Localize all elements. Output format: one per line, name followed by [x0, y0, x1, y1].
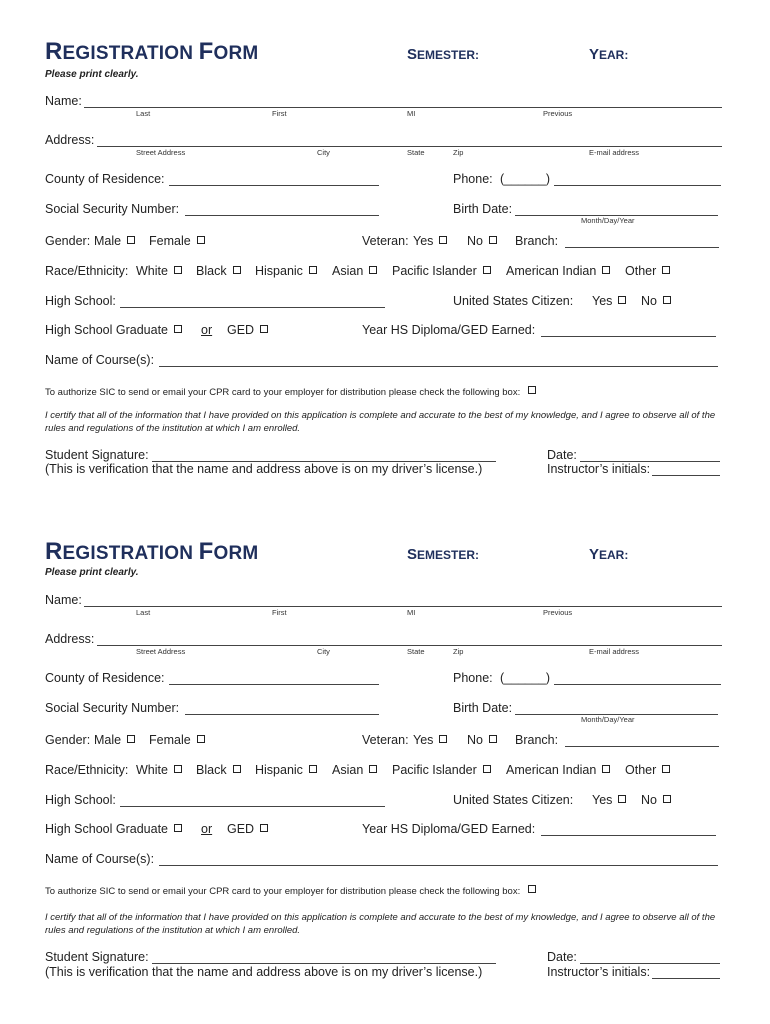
race-pacific-islander-checkbox[interactable]	[483, 266, 491, 274]
gender-female-option[interactable]: Female	[149, 234, 205, 248]
hs-graduate-checkbox[interactable]	[174, 325, 182, 333]
address-sub-street: Street Address	[136, 148, 186, 157]
ged-option[interactable]: GED	[227, 323, 268, 337]
ged-checkbox[interactable]	[260, 824, 268, 832]
semester-label: SEMESTER:	[407, 546, 480, 563]
name-sub-last: Last	[136, 608, 151, 617]
veteran-no-option[interactable]: No	[467, 234, 497, 248]
veteran-no-checkbox[interactable]	[489, 236, 497, 244]
citizen-yes-checkbox[interactable]	[618, 795, 626, 803]
name-sub-previous: Previous	[543, 608, 573, 617]
form-title: REGISTRATION FORM	[45, 38, 259, 65]
citizen-no-checkbox[interactable]	[663, 296, 671, 304]
race-pacific-islander-option[interactable]: Pacific Islander	[392, 763, 491, 777]
authorize-option[interactable]: To authorize SIC to send or email your CPR card to your employer for distribution please check the following box:	[45, 885, 536, 897]
phone-field[interactable]	[554, 173, 721, 186]
branch-label: Branch:	[515, 733, 559, 747]
race-black-option[interactable]: Black	[196, 264, 241, 278]
branch-field[interactable]	[565, 235, 719, 248]
veteran-label: Veteran:	[362, 733, 409, 747]
or-text: or	[201, 822, 213, 836]
name-sub-last: Last	[136, 109, 151, 118]
race-american-indian-option[interactable]: American Indian	[506, 763, 610, 777]
date-field[interactable]	[580, 449, 720, 462]
race-white-checkbox[interactable]	[174, 266, 182, 274]
name-sub-first: First	[272, 109, 287, 118]
gender-female-checkbox[interactable]	[197, 735, 205, 743]
form-title: REGISTRATION FORM	[45, 538, 259, 565]
form-subtitle: Please print clearly.	[45, 69, 139, 80]
ged-checkbox[interactable]	[260, 325, 268, 333]
phone-label: Phone:	[453, 172, 493, 186]
courses-label: Name of Course(s):	[45, 353, 155, 367]
address-sub-state: State	[407, 148, 425, 157]
high-school-label: High School:	[45, 294, 116, 308]
date-label: Date:	[547, 448, 577, 462]
race-hispanic-checkbox[interactable]	[309, 266, 317, 274]
instructor-initials-field[interactable]	[652, 966, 720, 979]
race-asian-checkbox[interactable]	[369, 765, 377, 773]
gender-male-checkbox[interactable]	[127, 236, 135, 244]
diploma-year-field[interactable]	[541, 823, 716, 836]
ssn-field[interactable]	[185, 203, 379, 216]
form-subtitle: Please print clearly.	[45, 567, 139, 578]
name-sub-first: First	[272, 608, 287, 617]
instructor-initials-field[interactable]	[652, 463, 720, 476]
signature-field[interactable]	[152, 951, 496, 964]
signature-label: Student Signature:	[45, 950, 149, 964]
diploma-year-label: Year HS Diploma/GED Earned:	[362, 323, 536, 337]
race-american-indian-option[interactable]: American Indian	[506, 264, 610, 278]
phone-label: Phone:	[453, 671, 493, 685]
veteran-yes-checkbox[interactable]	[439, 735, 447, 743]
birth-date-sub: Month/Day/Year	[581, 216, 635, 225]
race-black-option[interactable]: Black	[196, 763, 241, 777]
authorize-checkbox[interactable]	[528, 885, 536, 893]
citizen-no-option[interactable]: No	[641, 294, 671, 308]
veteran-yes-checkbox[interactable]	[439, 236, 447, 244]
courses-field[interactable]	[159, 354, 718, 367]
race-pacific-islander-checkbox[interactable]	[483, 765, 491, 773]
race-asian-checkbox[interactable]	[369, 266, 377, 274]
gender-label: Gender:	[45, 234, 91, 248]
gender-female-checkbox[interactable]	[197, 236, 205, 244]
phone-area-code[interactable]: (______)	[500, 172, 551, 186]
year-label: YEAR:	[589, 546, 629, 563]
birth-date-sub: Month/Day/Year	[581, 715, 635, 724]
ssn-field[interactable]	[185, 702, 379, 715]
address-sub-email: E-mail address	[589, 647, 640, 656]
certify-statement: I certify that all of the information that I have provided on this application is complete and accurate to the best of my knowledge, and I agree to observe all of the rules and regulations of the institution at which I am enrolled.	[45, 912, 716, 936]
race-american-indian-checkbox[interactable]	[602, 266, 610, 274]
address-label: Address:	[45, 133, 95, 147]
courses-field[interactable]	[159, 853, 718, 866]
semester-label: SEMESTER:	[407, 46, 480, 63]
race-white-checkbox[interactable]	[174, 765, 182, 773]
county-label: County of Residence:	[45, 172, 165, 186]
high-school-label: High School:	[45, 793, 116, 807]
ged-option[interactable]: GED	[227, 822, 268, 836]
race-black-checkbox[interactable]	[233, 765, 241, 773]
county-field[interactable]	[169, 173, 379, 186]
birth-date-field[interactable]	[515, 702, 718, 715]
citizen-no-checkbox[interactable]	[663, 795, 671, 803]
gender-female-option[interactable]: Female	[149, 733, 205, 747]
citizen-yes-option[interactable]: Yes	[592, 294, 626, 308]
race-asian-option[interactable]: Asian	[332, 264, 377, 278]
address-label: Address:	[45, 632, 95, 646]
county-label: County of Residence:	[45, 671, 165, 685]
registration-form-1	[0, 0, 770, 500]
authorize-option[interactable]: To authorize SIC to send or email your CPR card to your employer for distribution please check the following box:	[45, 386, 536, 398]
race-pacific-islander-option[interactable]: Pacific Islander	[392, 264, 491, 278]
race-white-option[interactable]: White	[136, 264, 182, 278]
phone-area-code[interactable]: (______)	[500, 671, 551, 685]
race-label: Race/Ethnicity:	[45, 264, 129, 278]
race-label: Race/Ethnicity:	[45, 763, 129, 777]
veteran-no-option[interactable]: No	[467, 733, 497, 747]
race-other-option[interactable]: Other	[625, 264, 670, 278]
branch-label: Branch:	[515, 234, 559, 248]
address-sub-city: City	[317, 148, 330, 157]
signature-field[interactable]	[152, 449, 496, 462]
name-sub-mi: MI	[407, 608, 416, 617]
gender-male-option[interactable]: Male	[94, 234, 135, 248]
branch-field[interactable]	[565, 734, 719, 747]
gender-label: Gender:	[45, 733, 91, 747]
address-sub-email: E-mail address	[589, 148, 640, 157]
address-sub-street: Street Address	[136, 647, 186, 656]
registration-form-2	[0, 500, 770, 1000]
race-other-checkbox[interactable]	[662, 266, 670, 274]
address-sub-zip: Zip	[453, 148, 464, 157]
address-field[interactable]	[97, 134, 722, 147]
veteran-yes-option[interactable]: Yes	[413, 733, 447, 747]
or-text: or	[201, 323, 213, 337]
ssn-label: Social Security Number:	[45, 701, 180, 715]
citizen-label: United States Citizen:	[453, 793, 574, 807]
address-sub-state: State	[407, 647, 425, 656]
name-sub-previous: Previous	[543, 109, 573, 118]
hs-graduate-option[interactable]: High School Graduate	[45, 822, 182, 836]
name-sub-mi: MI	[407, 109, 416, 118]
diploma-year-field[interactable]	[541, 324, 716, 337]
race-other-option[interactable]: Other	[625, 763, 670, 777]
name-label: Name:	[45, 593, 82, 607]
gender-male-checkbox[interactable]	[127, 735, 135, 743]
date-field[interactable]	[580, 951, 720, 964]
diploma-year-label: Year HS Diploma/GED Earned:	[362, 822, 536, 836]
high-school-field[interactable]	[120, 794, 385, 807]
birth-date-label: Birth Date:	[453, 202, 513, 216]
ssn-label: Social Security Number:	[45, 202, 180, 216]
verification-note: (This is verification that the name and address above is on my driver’s license.)	[45, 462, 483, 476]
citizen-yes-checkbox[interactable]	[618, 296, 626, 304]
address-sub-city: City	[317, 647, 330, 656]
name-label: Name:	[45, 94, 82, 108]
citizen-no-option[interactable]: No	[641, 793, 671, 807]
veteran-yes-option[interactable]: Yes	[413, 234, 447, 248]
gender-male-option[interactable]: Male	[94, 733, 135, 747]
race-hispanic-checkbox[interactable]	[309, 765, 317, 773]
race-asian-option[interactable]: Asian	[332, 763, 377, 777]
certify-statement: I certify that all of the information that I have provided on this application is complete and accurate to the best of my knowledge, and I agree to observe all of the rules and regulations of the institution at which I am enrolled.	[45, 410, 716, 434]
year-label: YEAR:	[589, 46, 629, 63]
race-black-checkbox[interactable]	[233, 266, 241, 274]
veteran-label: Veteran:	[362, 234, 409, 248]
instructor-initials-label: Instructor’s initials:	[547, 462, 651, 476]
race-hispanic-option[interactable]: Hispanic	[255, 763, 317, 777]
race-american-indian-checkbox[interactable]	[602, 765, 610, 773]
address-sub-zip: Zip	[453, 647, 464, 656]
veteran-no-checkbox[interactable]	[489, 735, 497, 743]
instructor-initials-label: Instructor’s initials:	[547, 965, 651, 979]
hs-graduate-option[interactable]: High School Graduate	[45, 323, 182, 337]
phone-field[interactable]	[554, 672, 721, 685]
address-field[interactable]	[97, 633, 722, 646]
verification-note: (This is verification that the name and address above is on my driver’s license.)	[45, 965, 483, 979]
birth-date-field[interactable]	[515, 203, 718, 216]
authorize-checkbox[interactable]	[528, 386, 536, 394]
hs-graduate-checkbox[interactable]	[174, 824, 182, 832]
race-other-checkbox[interactable]	[662, 765, 670, 773]
race-hispanic-option[interactable]: Hispanic	[255, 264, 317, 278]
name-field[interactable]	[84, 95, 722, 108]
date-label: Date:	[547, 950, 577, 964]
citizen-label: United States Citizen:	[453, 294, 574, 308]
signature-label: Student Signature:	[45, 448, 149, 462]
county-field[interactable]	[169, 672, 379, 685]
high-school-field[interactable]	[120, 295, 385, 308]
name-field[interactable]	[84, 594, 722, 607]
race-white-option[interactable]: White	[136, 763, 182, 777]
birth-date-label: Birth Date:	[453, 701, 513, 715]
citizen-yes-option[interactable]: Yes	[592, 793, 626, 807]
courses-label: Name of Course(s):	[45, 852, 155, 866]
